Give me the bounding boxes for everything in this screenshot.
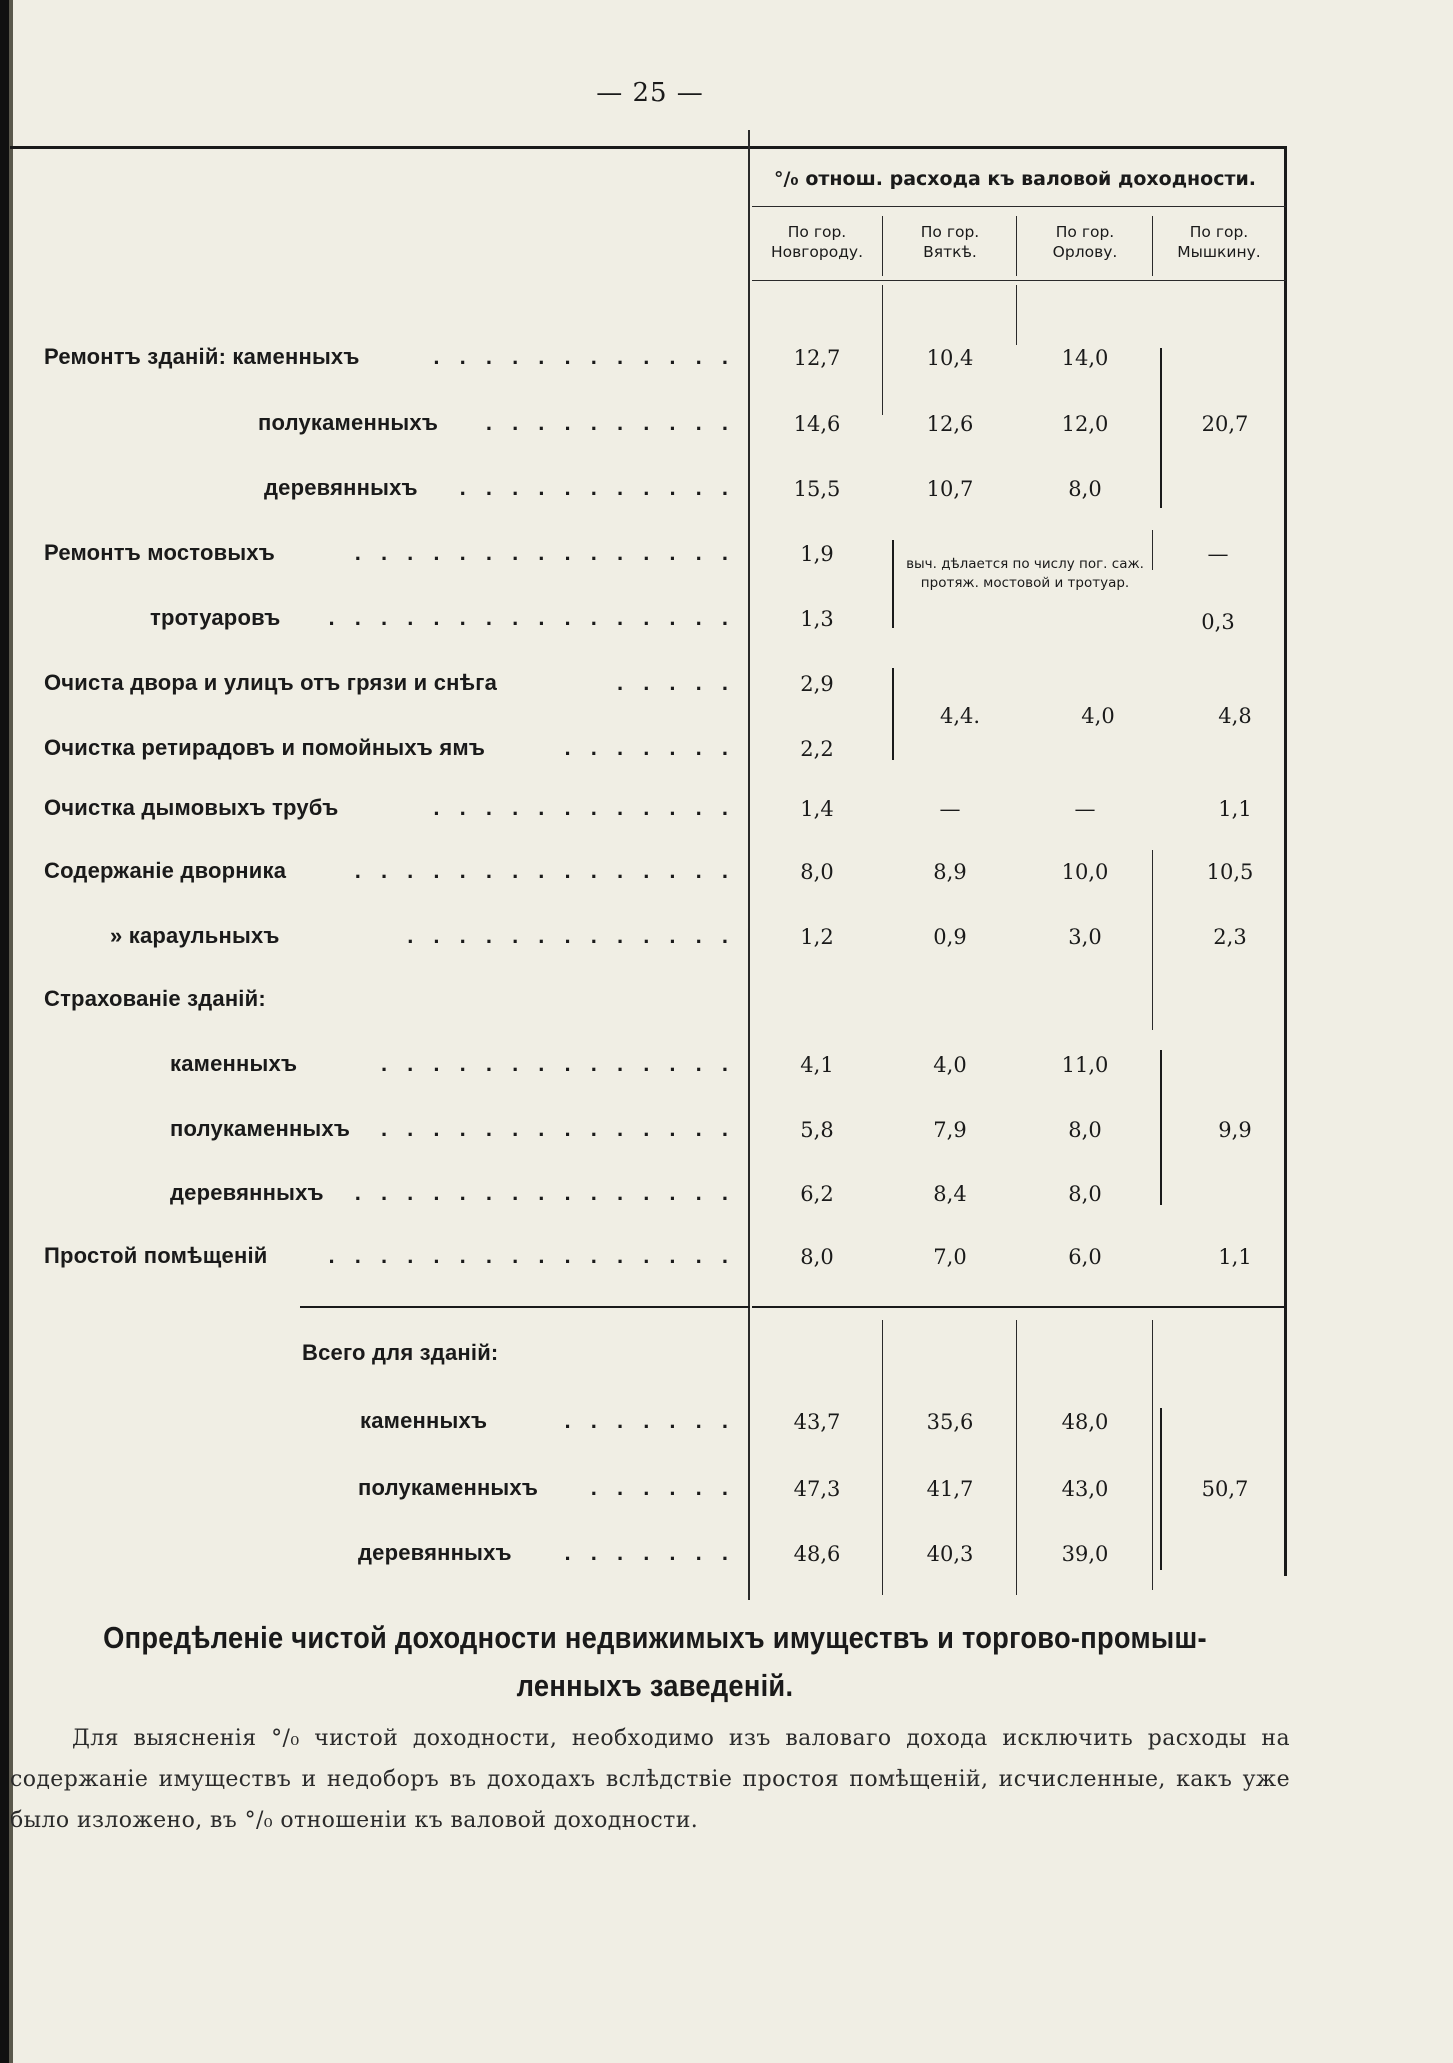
row-label: каменныхъ — [360, 1408, 488, 1433]
cell: — — [1074, 797, 1096, 821]
column-divider — [1016, 216, 1017, 276]
cell: — — [939, 797, 961, 821]
cell: 8,0 — [800, 1245, 834, 1269]
row-label: Очиста двора и улицъ отъ грязи и снѣга — [44, 670, 498, 695]
cell: 6,0 — [1068, 1245, 1102, 1269]
cell: 8,0 — [1068, 477, 1102, 501]
row-label: полукаменныхъ — [170, 1116, 351, 1141]
cell: 47,3 — [793, 1477, 841, 1501]
group-brace — [892, 668, 900, 760]
cell: 4,0 — [933, 1053, 967, 1077]
group-brace — [1160, 348, 1168, 508]
column-divider — [882, 1320, 883, 1595]
leader-dots: . . . . . . . . . . . . . . . . — [328, 1243, 735, 1268]
row-label: Очистка дымовыхъ трубъ — [44, 795, 339, 820]
row-label: полукаменныхъ — [258, 410, 439, 435]
cell: 14,6 — [793, 412, 841, 436]
cell: 43,0 — [1061, 1477, 1109, 1501]
column-header-orlov — [1018, 222, 1152, 262]
cell: 20,7 — [1201, 412, 1249, 436]
cell: 48,0 — [1061, 1410, 1109, 1434]
column-header-line: Орлову. — [1052, 243, 1118, 261]
column-header-line: По гор. — [787, 223, 847, 241]
column-header-vyatka — [884, 222, 1016, 262]
cell: 10,7 — [926, 477, 974, 501]
column-divider — [1152, 1320, 1153, 1590]
column-header-line: По гор. — [1189, 223, 1249, 241]
row-label: тротуаровъ — [150, 605, 281, 630]
cell: 14,0 — [1061, 346, 1109, 370]
cell: 10,4 — [926, 346, 974, 370]
column-divider — [1016, 285, 1017, 345]
row-label: Очистка ретирадовъ и помойныхъ ямъ — [44, 735, 486, 760]
row-label: деревянныхъ — [170, 1180, 324, 1205]
cell: 1,1 — [1218, 1245, 1252, 1269]
cell: 8,0 — [1068, 1182, 1102, 1206]
group-brace — [1160, 1050, 1168, 1205]
header-span: °/₀ отнош. расхода къ валовой доходности. — [773, 168, 1257, 190]
leader-dots: . . . . . . . — [564, 1540, 735, 1565]
leader-dots: . . . . . . . . . . . — [459, 475, 735, 500]
group-brace — [1160, 1408, 1168, 1570]
leader-dots: . . . . . . . — [564, 1408, 735, 1433]
cell: 2,2 — [800, 737, 834, 761]
column-header-myshkin — [1154, 222, 1284, 262]
cell: 4,1 — [800, 1053, 834, 1077]
header-span-rule — [752, 206, 1286, 207]
leader-dots: . . . . . . . . . . — [485, 410, 735, 435]
cell: 12,7 — [793, 346, 841, 370]
cell: — — [1207, 542, 1229, 566]
label-column-divider — [748, 130, 750, 1600]
body-paragraph: Для выясненія °/₀ чистой доходности, необходимо изъ валоваго дохода исключить расходы на содержаніе имуществъ и недоборъ въ доходахъ вслѣдствіе простоя помѣщеній, исчисленные, какъ уже было изложено, въ °/₀ отношеніи къ валовой доходности. — [10, 1726, 1290, 1833]
row-label: » караульныхъ — [110, 923, 280, 948]
column-header-line: По гор. — [1055, 223, 1115, 241]
cell: 1,4 — [800, 797, 834, 821]
cell: 2,9 — [800, 672, 834, 696]
cell: 8,0 — [1068, 1118, 1102, 1142]
table-top-rule — [10, 146, 1286, 149]
calculation-note: выч. дѣлается по числу пог. саж. протяж. мостовой и тротуар. — [906, 556, 1144, 591]
cell: 5,8 — [800, 1118, 834, 1142]
totals-rule — [752, 1306, 1286, 1308]
leader-dots: . . . . . . . . . . . . . . . — [354, 540, 735, 565]
row-label: Страхованіе зданій: — [44, 986, 266, 1011]
leader-dots: . . . . . . . . . . . . . . . — [354, 1180, 735, 1205]
cell: 8,0 — [800, 860, 834, 884]
cell: 48,6 — [793, 1542, 841, 1566]
row-label: Содержаніе дворника — [44, 858, 287, 883]
cell: 43,7 — [793, 1410, 841, 1434]
cell: 0,9 — [933, 925, 967, 949]
page-number: — 25 — — [596, 78, 704, 108]
cell: 10,0 — [1061, 860, 1109, 884]
leader-dots: . . . . . . — [590, 1475, 735, 1500]
cell: 8,9 — [933, 860, 967, 884]
cell: 8,4 — [933, 1182, 967, 1206]
leader-dots: . . . . . . . . . . . . — [433, 344, 735, 369]
cell: 0,3 — [1201, 610, 1235, 634]
column-header-line: По гор. — [920, 223, 980, 241]
cell: 4,4. — [939, 704, 981, 728]
cell: 12,6 — [926, 412, 974, 436]
row-label: Простой помѣщеній — [44, 1243, 268, 1268]
cell: 15,5 — [793, 477, 841, 501]
section-title: ленныхъ заведеній. — [516, 1668, 794, 1703]
cell: 41,7 — [926, 1477, 974, 1501]
cell: 3,0 — [1068, 925, 1102, 949]
cell: 2,3 — [1213, 925, 1247, 949]
column-header-line: Новгороду. — [770, 243, 864, 261]
cell: 12,0 — [1061, 412, 1109, 436]
cell: 1,1 — [1218, 797, 1252, 821]
cell: 1,9 — [800, 542, 834, 566]
leader-dots: . . . . . . . . . . . . . . — [380, 1051, 735, 1076]
cell: 40,3 — [926, 1542, 974, 1566]
totals-rule — [300, 1306, 750, 1308]
cell: 4,8 — [1218, 704, 1252, 728]
cell: 1,3 — [800, 607, 834, 631]
column-divider — [1016, 1320, 1017, 1595]
leader-dots: . . . . . . . . . . . . . . . . — [328, 605, 735, 630]
column-divider — [1152, 850, 1153, 1030]
cell: 7,0 — [933, 1245, 967, 1269]
row-label: деревянныхъ — [264, 475, 418, 500]
column-header-line: Вяткѣ. — [923, 243, 977, 261]
totals-heading: Всего для зданій: — [302, 1340, 499, 1365]
column-divider — [1152, 216, 1153, 276]
row-label: Ремонтъ зданій: каменныхъ — [44, 344, 360, 369]
leader-dots: . . . . . . . . . . . . — [433, 795, 735, 820]
cell: 6,2 — [800, 1182, 834, 1206]
leader-dots: . . . . . . . — [564, 735, 735, 760]
leader-dots: . . . . . . . . . . . . . . — [380, 1116, 735, 1141]
column-header-novgorod — [752, 222, 882, 262]
row-label: деревянныхъ — [358, 1540, 512, 1565]
leader-dots: . . . . . — [616, 670, 735, 695]
column-header-line: Мышкину. — [1177, 243, 1261, 261]
header-bottom-rule — [752, 280, 1286, 281]
cell: 4,0 — [1081, 704, 1115, 728]
leader-dots: . . . . . . . . . . . . . . . — [354, 858, 735, 883]
cell: 7,9 — [933, 1118, 967, 1142]
row-label: каменныхъ — [170, 1051, 298, 1076]
cell: 50,7 — [1201, 1477, 1249, 1501]
binding-edge — [0, 0, 9, 2063]
column-divider — [882, 285, 883, 415]
column-divider — [882, 216, 883, 276]
cell: 10,5 — [1206, 860, 1254, 884]
cell: 9,9 — [1218, 1118, 1252, 1142]
cell: 1,2 — [800, 925, 834, 949]
cell: 39,0 — [1061, 1542, 1109, 1566]
section-title: Опредѣленіе чистой доходности недвижимыхъ имуществъ и торгово-промыш- — [103, 1620, 1207, 1655]
cell: 11,0 — [1061, 1053, 1109, 1077]
row-label: полукаменныхъ — [358, 1475, 539, 1500]
row-label: Ремонтъ мостовыхъ — [44, 540, 275, 565]
cell: 35,6 — [926, 1410, 974, 1434]
leader-dots: . . . . . . . . . . . . . — [407, 923, 735, 948]
